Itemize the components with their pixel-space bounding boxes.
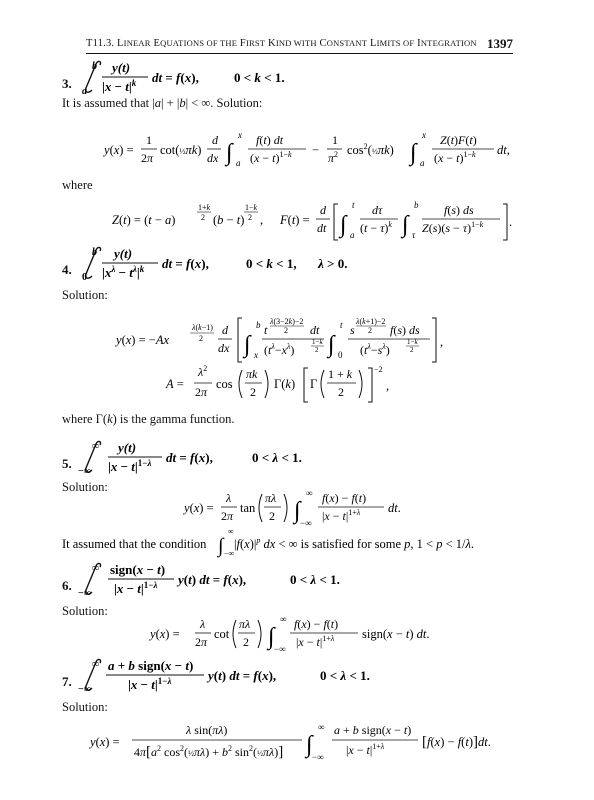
svg-text:λ: λ <box>200 617 206 631</box>
svg-text:2: 2 <box>410 346 414 354</box>
solution-label: Solution: <box>62 480 108 494</box>
solution-label: Solution: <box>62 700 108 714</box>
svg-text:a + b sign(x − t): a + b sign(x − t) <box>334 723 412 737</box>
svg-text:∫: ∫ <box>244 332 251 358</box>
svg-text:cot: cot <box>214 627 230 641</box>
svg-text:(t − τ)k: $(t - \tau)^k$ <box>360 220 392 235</box>
svg-text:Γ(k): Γ(k) <box>274 377 296 391</box>
svg-text:∞: ∞ <box>280 614 287 624</box>
svg-text:∞: ∞ <box>92 441 100 452</box>
svg-text:A =: A = <box>166 377 184 391</box>
svg-text:λ(k−1): λ(k−1) <box>192 323 213 332</box>
svg-text:∫: ∫ <box>306 732 313 758</box>
svg-text:0 < λ < 1.: 0 < λ < 1. <box>290 572 340 587</box>
svg-text:∫: ∫ <box>328 332 335 358</box>
svg-text:s: s <box>350 323 355 337</box>
svg-text:λ > 0.: λ > 0. <box>318 256 348 271</box>
svg-text:f(s) ds: f(s) ds <box>390 323 420 337</box>
svg-text:sign(x − t): sign(x − t) <box>110 562 166 577</box>
svg-text:−∞: −∞ <box>224 549 235 558</box>
svg-text:x: x <box>422 130 426 140</box>
svg-text:2π: 2π <box>195 385 208 399</box>
svg-text:2: 2 <box>250 385 256 399</box>
svg-text:(tλ−xλ): $(t^\lambda-x^\lambda)$ <box>264 342 295 357</box>
svg-text:|x − t|1−λ: $|x - t|^{1-\lambda}$ <box>108 458 152 474</box>
svg-text:2: 2 <box>243 635 249 649</box>
svg-text:π2: $\pi^2$ <box>328 150 339 165</box>
svg-text:d: d <box>212 133 218 147</box>
svg-text:tan: tan <box>240 501 256 515</box>
svg-text:y(t): y(t) <box>118 440 137 455</box>
svg-text:dt = f(x),: dt = f(x), <box>152 70 199 85</box>
svg-text:2: 2 <box>315 346 319 354</box>
item-number: 3. <box>62 76 72 91</box>
page-number: 1397 <box>487 36 513 51</box>
svg-text:y(x) =: y(x) = <box>104 143 134 157</box>
svg-text:|x − t|1−λ: $|x - t|^{1-\lambda}$ <box>114 580 158 596</box>
svg-text:−∞: −∞ <box>78 684 91 695</box>
svg-text:−2: −2 <box>374 365 383 374</box>
svg-text:2π: 2π <box>221 509 234 523</box>
svg-text:f(s) ds: f(s) ds <box>444 203 474 217</box>
svg-text:1 + k: 1 + k <box>328 367 353 381</box>
where-label: where <box>62 178 93 192</box>
svg-text:.: . <box>509 215 513 229</box>
gamma-note: where Γ(k) is the gamma function. <box>62 412 235 426</box>
svg-text:∞: ∞ <box>92 659 100 670</box>
svg-text:1−k: 1−k <box>407 338 418 346</box>
svg-text:∫: ∫ <box>294 498 301 524</box>
svg-text:,: , <box>260 213 264 227</box>
svg-text:1−k: 1−k <box>312 338 323 346</box>
svg-text:dt: dt <box>317 221 327 235</box>
equation-6 <box>0 562 594 598</box>
equation-5 <box>0 440 594 476</box>
svg-text:y(t) dt = f(x),: y(t) dt = f(x), <box>178 572 247 587</box>
svg-text:2: 2 <box>269 509 275 523</box>
svg-text:0 < k < 1,: 0 < k < 1, <box>246 256 297 271</box>
svg-text:1−k: 1−k <box>245 203 258 212</box>
svg-text:2: 2 <box>201 213 205 222</box>
svg-text:f(x) − f(t): f(x) − f(t) <box>322 491 367 505</box>
svg-text:∫: ∫ <box>410 140 417 166</box>
equation-3 <box>0 60 594 96</box>
svg-text:(b − t): (b − t) <box>213 213 245 227</box>
svg-text:(x − t)1−k: $(x - t)^{1-k}$ <box>434 150 476 165</box>
svg-text:a: a <box>350 230 355 240</box>
svg-text:b: b <box>256 320 261 330</box>
svg-text:sign(x − t) dt.: sign(x − t) dt. <box>362 627 430 641</box>
svg-text:Z(t)F(t): Z(t)F(t) <box>440 133 477 147</box>
svg-text:f(t) dt: f(t) dt <box>256 133 284 147</box>
svg-text:y(t) dt = f(x),: y(t) dt = f(x), <box>208 668 277 683</box>
svg-text:|x − t|1+λ: $|x - t|^{1+\lambda}$ <box>346 742 385 757</box>
svg-text:a + b sign(x − t): a + b sign(x − t) <box>108 658 194 673</box>
svg-text:x: x <box>238 130 242 140</box>
svg-text:Z(s)(s − τ)1−k: $Z(s)(s - \tau)^{1-k}$ <box>422 220 484 235</box>
svg-text:dt = f(x),: dt = f(x), <box>162 256 209 271</box>
item-number: 5. <box>62 456 72 471</box>
svg-text:0: 0 <box>338 350 343 360</box>
svg-text:dx: dx <box>218 341 230 355</box>
svg-text:dt,: dt, <box>497 143 510 157</box>
svg-text:1: 1 <box>146 133 152 147</box>
svg-text:2: 2 <box>248 213 252 222</box>
svg-text:2: 2 <box>284 326 288 335</box>
svg-text:dt: dt <box>310 323 320 337</box>
svg-text:|x − t|1+λ: $|x - t|^{1+\lambda}$ <box>322 508 361 523</box>
svg-text:λ(3−2k)−2: λ(3−2k)−2 <box>270 317 304 326</box>
condition-5 <box>0 528 594 556</box>
svg-text:∫: ∫ <box>268 624 275 650</box>
solution-3 <box>0 128 594 168</box>
svg-text:Γ: Γ <box>310 377 318 391</box>
solution-4 <box>0 310 594 362</box>
svg-text:t: t <box>264 323 268 337</box>
svg-text:x: x <box>254 350 258 360</box>
svg-text:d: d <box>222 323 228 337</box>
svg-text:∞: ∞ <box>228 527 234 536</box>
item-number: 4. <box>62 262 72 277</box>
running-header <box>86 36 513 54</box>
svg-text:cos2(½πk): $\cos^2(\frac{1}{2}\pi k)$ <box>347 142 394 157</box>
svg-text:y(t): y(t) <box>112 60 131 75</box>
svg-text:dτ: dτ <box>372 203 383 217</box>
svg-text:λ(k+1)−2: λ(k+1)−2 <box>356 317 386 326</box>
item-number: 7. <box>62 674 72 689</box>
svg-text:y(t): y(t) <box>114 246 133 261</box>
solution-7 <box>0 718 594 768</box>
svg-text:−∞: −∞ <box>312 752 324 762</box>
svg-text:λ2: $\lambda^2$ <box>198 364 208 379</box>
svg-text:1: 1 <box>332 133 338 147</box>
svg-text:πk: πk <box>246 367 258 381</box>
equation-4 <box>0 246 594 282</box>
svg-text:,: , <box>386 379 390 393</box>
svg-text:−∞: −∞ <box>300 518 312 528</box>
svg-text:0 < λ < 1.: 0 < λ < 1. <box>320 668 370 683</box>
svg-text:2π: 2π <box>141 151 154 165</box>
svg-text:y(x) =: y(x) = <box>150 627 180 641</box>
svg-text:b: b <box>92 247 97 258</box>
svg-text:2: 2 <box>368 326 372 335</box>
svg-text:(tλ−sλ): $(t^\lambda-s^\lambda)$ <box>360 342 390 357</box>
svg-text:a: a <box>420 158 425 168</box>
svg-text:0 < k < 1.: 0 < k < 1. <box>234 70 285 85</box>
svg-text:F(t) =: F(t) = <box>280 213 310 227</box>
svg-text:∞: ∞ <box>306 488 313 498</box>
svg-text:a: a <box>236 158 241 168</box>
header-rule <box>86 53 513 54</box>
svg-text:−∞: −∞ <box>274 644 286 654</box>
solution-6 <box>0 614 594 658</box>
item-number: 6. <box>62 578 72 593</box>
svg-text:2π: 2π <box>195 635 208 649</box>
svg-text:4π[a2 cos2(½πλ) + b2 sin2(½πλ): $4\pi[a^2$ $\cos^2(\frac{1}{2}\pi\lambda) + b^2$ $\sin^2(\frac{1}{2}\pi\lambda)$] <box>134 744 284 760</box>
svg-text:2: 2 <box>199 334 203 343</box>
svg-text:dt.: dt. <box>388 501 401 515</box>
svg-text:0: 0 <box>82 272 87 283</box>
where-formula-3 <box>0 196 594 244</box>
svg-text:y(x) = −Ax: y(x) = −Ax <box>116 333 169 347</box>
svg-text:∫: ∫ <box>402 212 409 238</box>
svg-text:τ: τ <box>412 230 416 240</box>
svg-text:∞: ∞ <box>318 722 325 732</box>
svg-text:πλ: πλ <box>265 491 277 505</box>
svg-text:πλ: πλ <box>239 617 251 631</box>
svg-text:2: 2 <box>338 385 344 399</box>
constant-a-4 <box>0 362 594 408</box>
svg-text:λ sin(πλ): λ sin(πλ) <box>186 723 228 737</box>
svg-text:y(x) =: y(x) = <box>184 501 214 515</box>
svg-text:t: t <box>340 320 343 330</box>
svg-text:cot(½πk): cot(½πk) <box>160 143 202 157</box>
svg-text:0 < λ < 1.: 0 < λ < 1. <box>252 450 302 465</box>
svg-text:a: a <box>82 86 87 97</box>
svg-text:y(x) =: y(x) = <box>90 735 120 749</box>
svg-text:f(x) − f(t): f(x) − f(t) <box>294 617 339 631</box>
svg-text:−∞: −∞ <box>78 466 91 477</box>
svg-text:(x − t)1−k: $(x - t)^{1-k}$ <box>250 150 292 165</box>
svg-text:∫: ∫ <box>226 140 233 166</box>
svg-text:∫: ∫ <box>218 535 224 557</box>
svg-text:|x − t|k: $|x - t|^k$ <box>102 78 137 94</box>
equation-7 <box>0 658 594 694</box>
svg-text:[f(x) − f(t)]dt.: [f(x) − f(t)]dt. <box>422 734 491 750</box>
svg-text:−: − <box>312 143 320 157</box>
svg-text:|x − t|1−λ: $|x - t|^{1-\lambda}$ <box>128 676 172 692</box>
solution-label: Solution: <box>62 288 108 302</box>
svg-text:d: d <box>320 203 326 217</box>
solution-label: Solution: <box>62 604 108 618</box>
svg-text:,: , <box>440 335 444 349</box>
svg-text:Z(t) = (t − a): Z(t) = (t − a) <box>112 213 176 227</box>
svg-text:cos: cos <box>216 377 233 391</box>
svg-text:1+k: 1+k <box>198 203 211 212</box>
svg-text:t: t <box>352 200 355 210</box>
solution-5 <box>0 488 594 532</box>
svg-text:|x − t|1+λ: $|x - t|^{1+\lambda}$ <box>296 634 335 649</box>
svg-text:b: b <box>92 61 97 72</box>
svg-text:−∞: −∞ <box>78 588 91 599</box>
svg-text:∞: ∞ <box>92 563 100 574</box>
svg-text:b: b <box>414 200 419 210</box>
svg-text:dt = f(x),: dt = f(x), <box>166 450 213 465</box>
svg-text:λ: λ <box>226 491 232 505</box>
svg-text:|xλ − tλ|k: $|x^\lambda - t^\lambda|^k$ <box>102 264 145 280</box>
header-title: T11.3. LINEAR EQUATIONS OF THE FIRST KIND WITH CONSTANT LIMITS OF INTEGRATION <box>86 38 477 49</box>
svg-text:It assumed that the condition: It assumed that the condition <box>62 537 207 551</box>
svg-text:dx: dx <box>207 151 219 165</box>
assumption-text: It is assumed that |a| + |b| < ∞. Solution: <box>62 96 263 110</box>
svg-text:|f(x)|p dx < ∞ is satisfied fo: $|f(x)|^p$ dx < ∞ is satisfied for some p, 1 < p < 1/λ. <box>234 536 475 551</box>
svg-text:∫: ∫ <box>340 212 347 238</box>
